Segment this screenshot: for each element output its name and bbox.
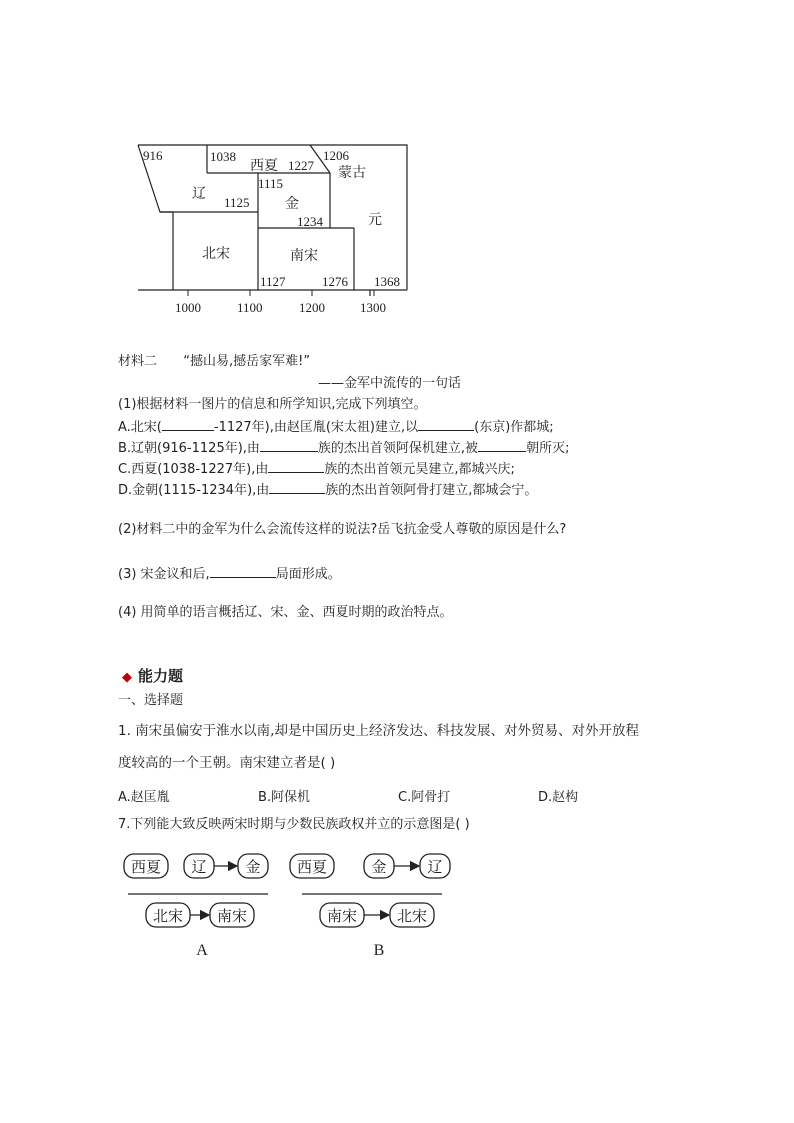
mark-1115: 1115 xyxy=(258,176,284,191)
q1-prompt: (1)根据材料一图片的信息和所学知识,完成下列填空。 xyxy=(118,397,427,412)
material2-quote: “撼山易,撼岳家军难!” xyxy=(183,354,311,369)
question1-line2: 度较高的一个王朝。南宋建立者是( ) xyxy=(118,755,336,771)
ability-subtitle: 一、选择题 xyxy=(118,693,184,708)
mark-1038: 1038 xyxy=(210,149,236,164)
mark-1234: 1234 xyxy=(297,214,323,229)
diagram-b-label: B xyxy=(373,942,385,959)
ability-title: 能力题 xyxy=(138,667,184,685)
option-a[interactable]: A.赵匡胤 xyxy=(118,790,170,805)
material2-source: ——金军中流传的一句话 xyxy=(318,376,462,391)
mark-1276: 1276 xyxy=(322,274,348,289)
material2-line xyxy=(118,353,310,371)
ability-heading xyxy=(122,665,183,686)
blank-a2[interactable] xyxy=(418,416,474,431)
q4: (4) 用简单的语言概括辽、宋、金、西夏时期的政治特点。 xyxy=(118,605,453,620)
diagram-b-top-0: 西夏 xyxy=(296,858,328,876)
material2-label: 材料二 xyxy=(118,354,158,369)
blank-d1[interactable] xyxy=(269,479,325,494)
diagram-b[interactable] xyxy=(286,848,456,963)
q1-d: D.金朝(1115-1234年),由 族的杰出首领阿骨打建立,都城会宁。 xyxy=(118,479,537,500)
region-yuan: 元 xyxy=(368,212,382,228)
blank-b2[interactable] xyxy=(478,437,526,452)
blank-c1[interactable] xyxy=(268,458,324,473)
mark-1227: 1227 xyxy=(288,158,314,173)
region-jin: 金 xyxy=(285,196,299,212)
blank-a1[interactable] xyxy=(162,416,214,431)
diagram-a-label: A xyxy=(196,942,208,959)
q1-a: A.北宋( -1127年),由赵匡胤(宋太祖)建立,以 (东京)作都城; xyxy=(118,416,554,437)
diagram-a-top-0: 西夏 xyxy=(130,858,162,876)
mark-916: 916 xyxy=(143,148,163,163)
question2-line: 7.下列能大致反映两宋时期与少数民族政权并立的示意图是( ) xyxy=(118,817,470,832)
diagram-b-bottom-1: 北宋 xyxy=(396,907,428,925)
blank-q3[interactable] xyxy=(210,563,276,578)
region-mongol: 蒙古 xyxy=(338,165,366,181)
mark-1368: 1368 xyxy=(374,274,400,289)
diagram-b-top-2: 辽 xyxy=(427,858,443,876)
axis-1100: 1100 xyxy=(237,300,263,315)
q1-c: C.西夏(1038-1227年),由 族的杰出首领元昊建立,都城兴庆; xyxy=(118,458,515,479)
diagram-b-bottom-0: 南宋 xyxy=(326,907,358,925)
option-c[interactable]: C.阿骨打 xyxy=(398,790,451,805)
q1-b: B.辽朝(916-1125年),由 族的杰出首领阿保机建立,被 朝所灭; xyxy=(118,437,569,458)
diagram-a-bottom-0: 北宋 xyxy=(152,907,184,925)
region-xixia: 西夏 xyxy=(250,158,278,174)
diagram-b-top-1: 金 xyxy=(371,858,387,876)
option-d[interactable]: D.赵构 xyxy=(538,790,579,805)
q3: (3) 宋金议和后, 局面形成。 xyxy=(118,563,341,584)
axis-1300: 1300 xyxy=(360,300,386,315)
timeline-chart xyxy=(130,140,430,322)
q2: (2)材料二中的金军为什么会流传这样的说法?岳飞抗金受人尊敬的原因是什么? xyxy=(118,522,567,537)
axis-1200: 1200 xyxy=(299,300,325,315)
question1-line1: 1. 南宋虽偏安于淮水以南,却是中国历史上经济发达、科技发展、对外贸易、对外开放程 xyxy=(118,723,639,739)
blank-b1[interactable] xyxy=(260,437,318,452)
diagram-a-top-1: 辽 xyxy=(191,858,207,876)
region-bei-song: 北宋 xyxy=(202,246,230,262)
option-b[interactable]: B.阿保机 xyxy=(258,790,311,805)
region-liao: 辽 xyxy=(192,186,206,202)
mark-1127: 1127 xyxy=(260,274,286,289)
diamond-icon: ◆ xyxy=(122,670,132,685)
diagram-a-top-2: 金 xyxy=(245,858,261,876)
diagram-a-bottom-1: 南宋 xyxy=(216,907,248,925)
axis-1000: 1000 xyxy=(175,300,201,315)
mark-1206: 1206 xyxy=(323,148,349,163)
mark-1125: 1125 xyxy=(224,195,250,210)
diagram-a[interactable] xyxy=(118,848,278,963)
region-nan-song: 南宋 xyxy=(290,248,318,264)
